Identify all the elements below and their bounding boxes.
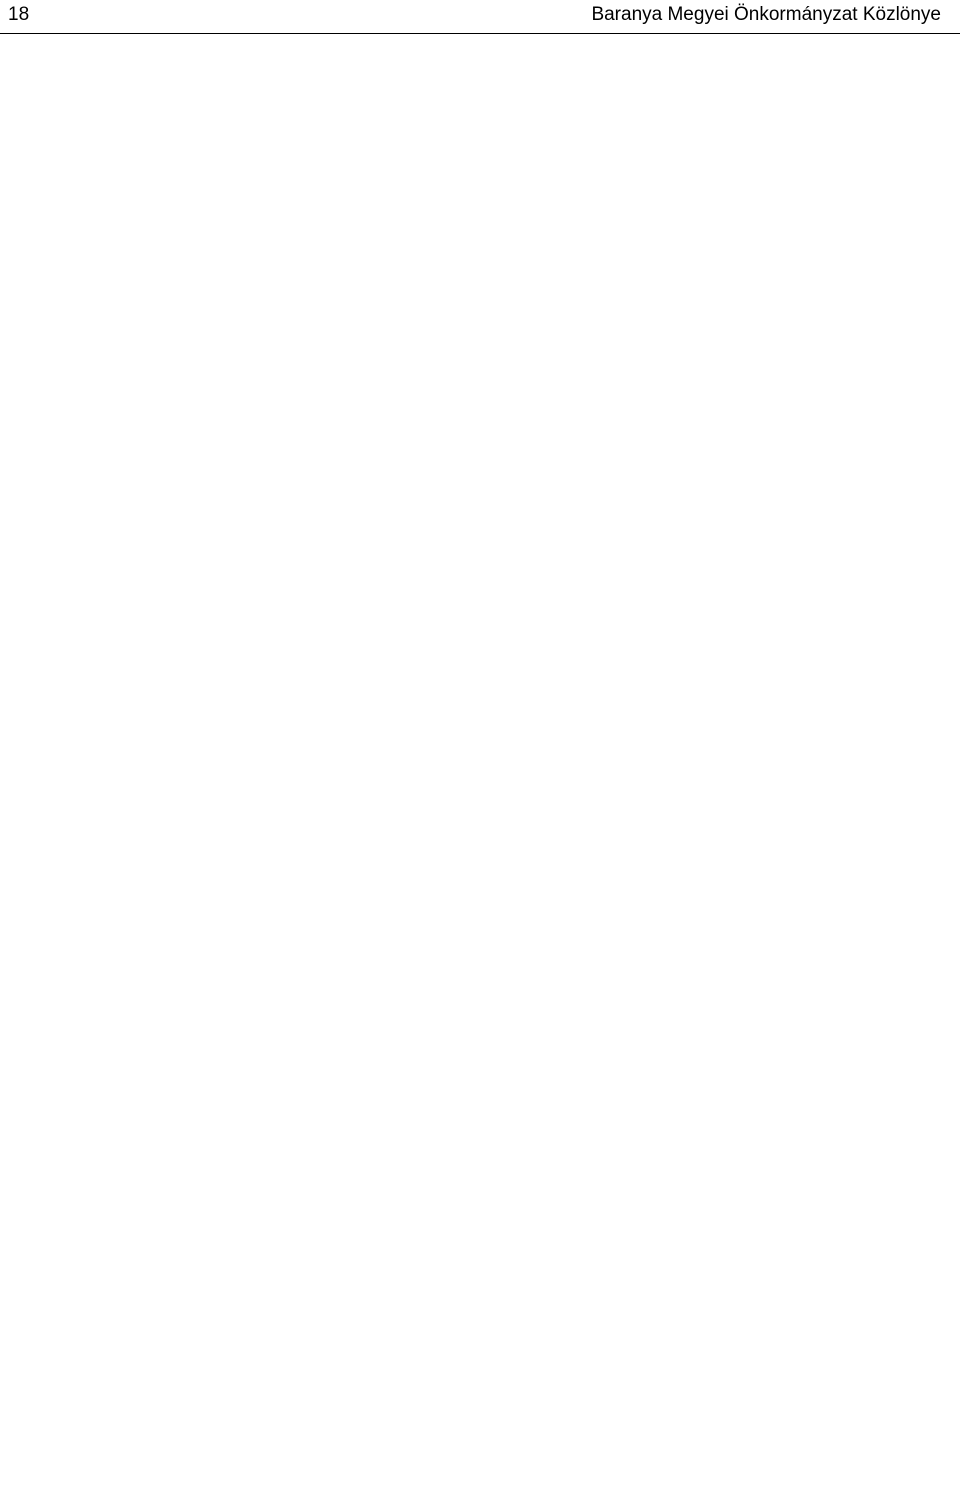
- page-number: 18: [8, 4, 30, 25]
- journal-title: Baranya Megyei Önkormányzat Közlönye: [591, 4, 941, 25]
- page-header: [0, 0, 960, 34]
